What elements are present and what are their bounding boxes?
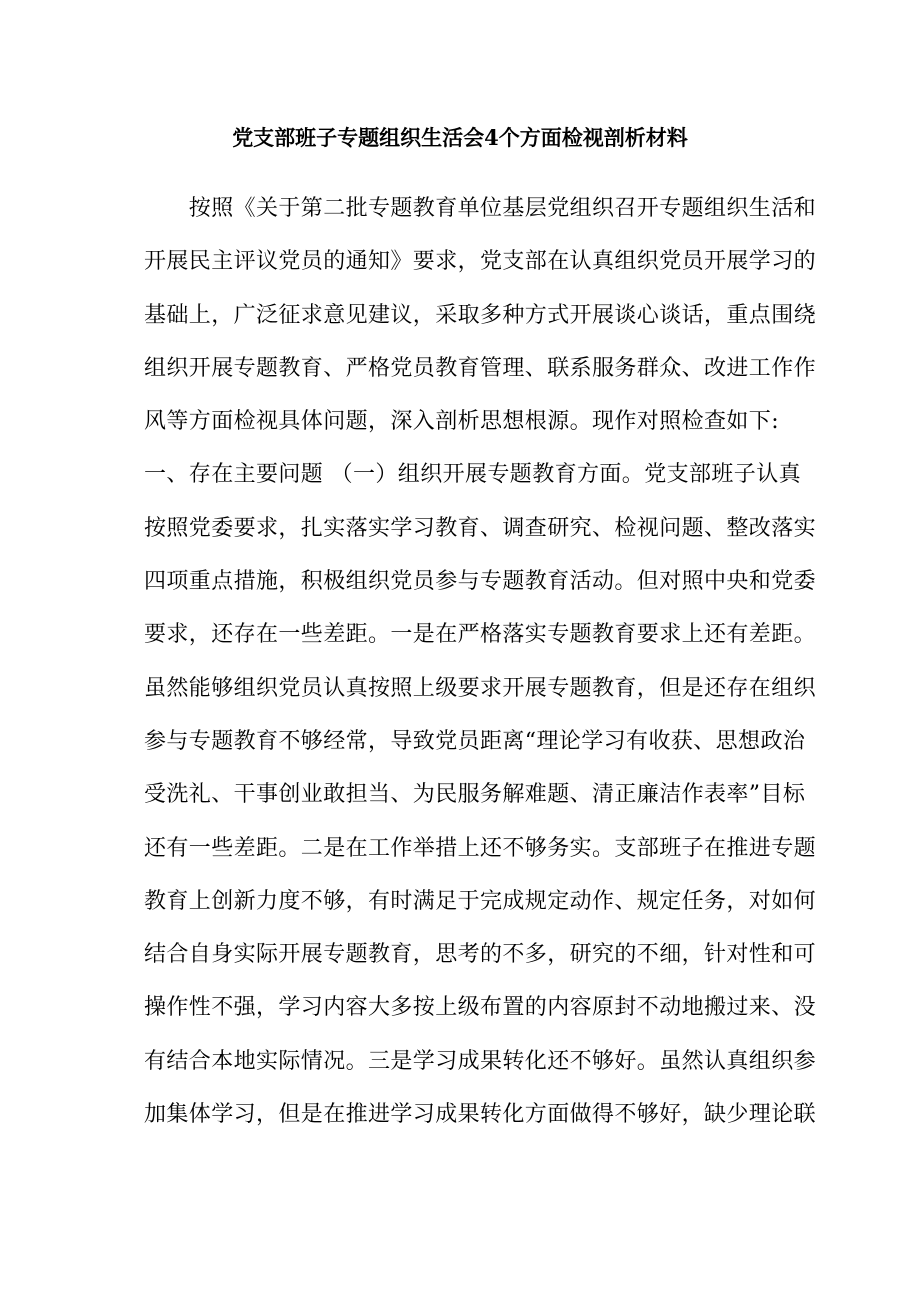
- document-title: 党支部班子专题组织生活会4个方面检视剖析材料: [232, 125, 688, 150]
- body-line: 要求，还存在一些差距。一是在严格落实专题教育要求上还有差距。: [144, 622, 817, 648]
- body-line: 有结合本地实际情况。三是学习成果转化还不够好。虽然认真组织参: [144, 1048, 817, 1074]
- body-line: 风等方面检视具体问题，深入剖析思想根源。现作对照检查如下:: [144, 409, 780, 435]
- body-line: 操作性不强，学习内容大多按上级布置的内容原封不动地搬过来、没: [144, 995, 817, 1021]
- body-line: 还有一些差距。二是在工作举措上还不够务实。支部班子在推进专题: [144, 835, 817, 861]
- body-line: 受洗礼、干事创业敢担当、为民服务解难题、清正廉洁作表率”目标: [144, 782, 806, 808]
- body-line: 组织开展专题教育、严格党员教育管理、联系服务群众、改进工作作: [144, 355, 817, 381]
- body-line: 基础上，广泛征求意见建议，采取多种方式开展谈心谈话，重点围绕: [144, 302, 817, 328]
- body-line: 一、存在主要问题 （一）组织开展专题教育方面。党支部班子认真: [144, 462, 801, 488]
- body-line: 按照党委要求，扎实落实学习教育、调查研究、检视问题、整改落实: [144, 515, 817, 541]
- document-body: [144, 182, 817, 1141]
- body-line: 按照《关于第二批专题教育单位基层党组织召开专题组织生活和: [144, 196, 817, 221]
- body-line: 教育上创新力度不够，有时满足于完成规定动作、规定任务，对如何: [144, 888, 817, 914]
- body-line: 加集体学习，但是在推进学习成果转化方面做得不够好，缺少理论联: [144, 1102, 817, 1128]
- body-line: 四项重点措施，积极组织党员参与专题教育活动。但对照中央和党委: [144, 569, 817, 595]
- body-line: 参与专题教育不够经常，导致党员距离“理论学习有收获、思想政治: [144, 728, 806, 754]
- body-line: 开展民主评议党员的通知》要求，党支部在认真组织党员开展学习的: [144, 249, 817, 275]
- body-line: 虽然能够组织党员认真按照上级要求开展专题教育，但是还存在组织: [144, 675, 817, 701]
- body-line: 结合自身实际开展专题教育，思考的不多，研究的不细，针对性和可: [144, 942, 817, 968]
